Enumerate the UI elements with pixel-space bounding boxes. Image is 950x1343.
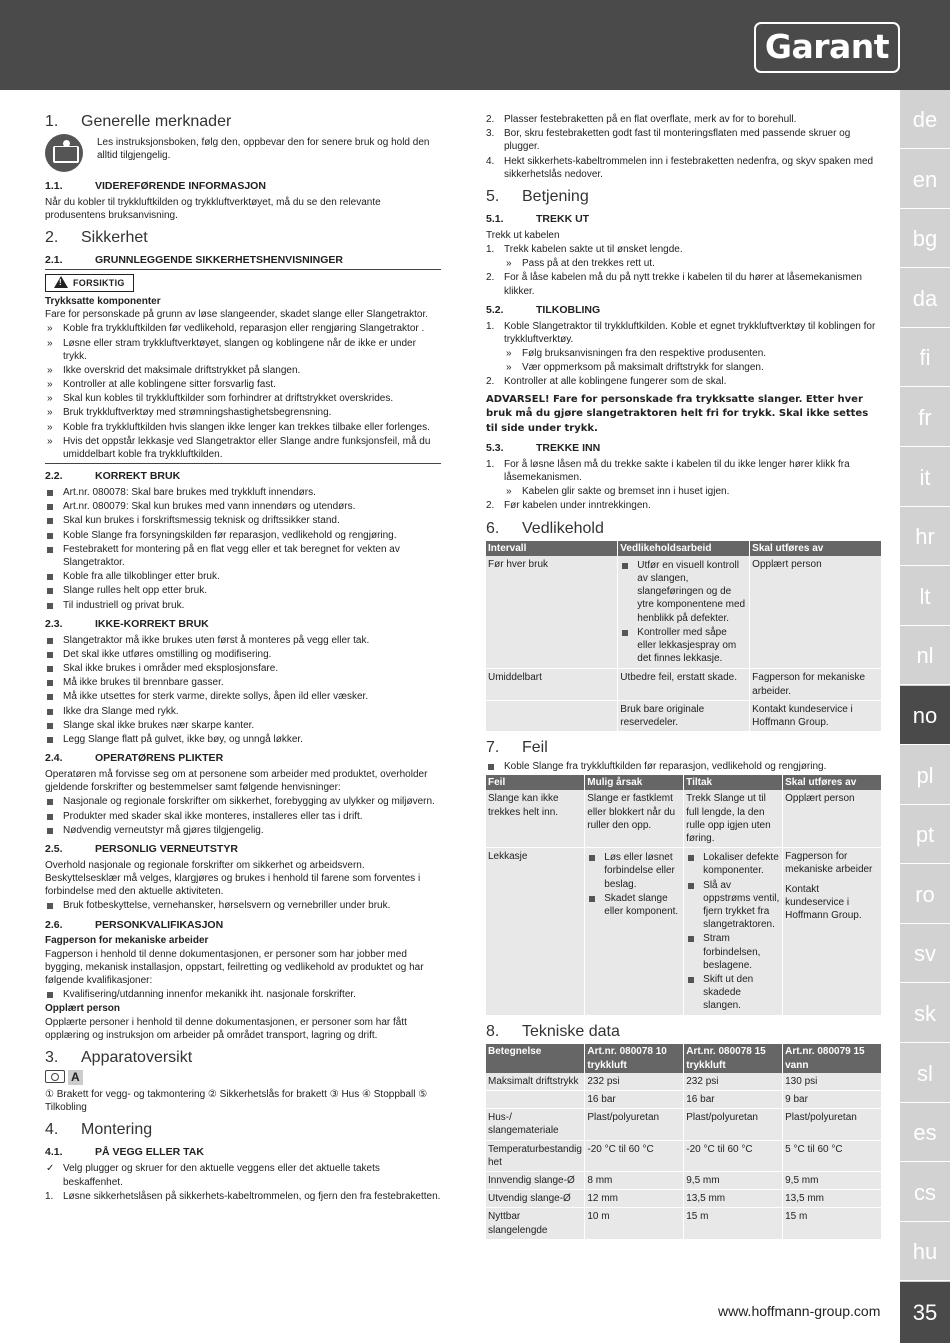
table-row bbox=[486, 1109, 882, 1140]
language-tab-pt[interactable]: pt bbox=[900, 805, 950, 864]
section-5-2-heading: 5.2. TILKOBLING bbox=[486, 303, 601, 316]
list-item: Kontroller med såpe eller lekkasjespray om det finnes lekkasje. bbox=[620, 626, 747, 666]
table-cell: 130 psi bbox=[783, 1073, 882, 1091]
table-cell: Opplært person bbox=[783, 790, 882, 847]
section-8-heading: 8. Tekniske data bbox=[486, 1023, 620, 1041]
warning-triangle-icon bbox=[54, 276, 68, 288]
table-header-row bbox=[486, 775, 882, 790]
language-sidebar bbox=[900, 90, 950, 1343]
sub-item: » Følg bruksanvisningen fra den respektive produsenten. bbox=[504, 347, 882, 360]
section-4-heading: 4. Montering bbox=[45, 1121, 153, 1139]
list-item: Skadet slange eller komponent. bbox=[587, 892, 681, 918]
table-cell: Før hver bruk bbox=[486, 556, 618, 669]
table-cell: Slange er fastklemt eller blokkert når du ruller den opp. bbox=[585, 790, 684, 847]
table-header: Skal utføres av bbox=[750, 541, 882, 556]
maintenance-table bbox=[486, 541, 882, 732]
language-tab-pl[interactable]: pl bbox=[900, 746, 950, 805]
table-row bbox=[486, 556, 882, 669]
list-item: Må ikke utsettes for sterk varme, direkte sollys, åpen ild eller væsker. bbox=[45, 690, 441, 703]
table-cell bbox=[585, 848, 684, 1016]
table-cell: Temperaturbestandighet bbox=[486, 1140, 585, 1171]
section-6-heading: 6. Vedlikehold bbox=[486, 519, 604, 537]
table-cell: 16 bar bbox=[684, 1091, 783, 1109]
section-2-4-text: Operatøren må forvisse seg om at personene som arbeider med produktet, overholder gjeldende forskrifter og bestemmelser samt følgende henvisninger: bbox=[45, 768, 428, 794]
table-cell: -20 °C til 60 °C bbox=[585, 1140, 684, 1171]
correct-use-list bbox=[45, 486, 441, 612]
caution-label: !FORSIKTIG bbox=[45, 274, 134, 292]
language-tab-it[interactable]: it bbox=[900, 448, 950, 507]
section-2-4-heading: 2.4. OPERATØRENS PLIKTER bbox=[45, 752, 224, 765]
list-item: » Skal kun kobles til trykkluftkilder som forhindrer at driftstrykket overskrides. bbox=[45, 392, 441, 405]
table-cell: Plast/polyuretan bbox=[783, 1109, 882, 1140]
list-item: Skal kun brukes i forskriftsmessig teknisk og driftssikker stand. bbox=[45, 514, 441, 527]
list-item: » Koble fra trykkluftkilden før vedlikehold, reparasjon eller rengjøring Slangetraktor . bbox=[45, 322, 441, 335]
step-item: 1. For å løsne låsen må du trekke sakte i kabelen til du ikke lenger hører klikk fra låsemekanismen. » Kabelen glir sakte og bremset inn i huset igjen. bbox=[486, 458, 882, 499]
list-item: » Kontroller at alle koblingene sitter forsvarlig fast. bbox=[45, 378, 441, 391]
table-header: Intervall bbox=[486, 541, 618, 556]
table-cell bbox=[486, 1091, 585, 1109]
table-cell: 8 mm bbox=[585, 1171, 684, 1189]
step-item: 1. Trekk kabelen sakte ut til ønsket lengde. » Pass på at den trekkes rett ut. bbox=[486, 243, 882, 270]
table-cell: Utbedre feil, erstatt skade. bbox=[618, 669, 750, 700]
table-cell: 9 bar bbox=[783, 1091, 882, 1109]
language-tab-sk[interactable]: sk bbox=[900, 984, 950, 1043]
language-tab-cs[interactable]: cs bbox=[900, 1163, 950, 1222]
cell-text: Kontakt kundeservice i Hoffmann Group. bbox=[785, 883, 862, 921]
table-header: Vedlikeholdsarbeid bbox=[618, 541, 750, 556]
fault-table bbox=[486, 775, 882, 1016]
caution-text: Fare for personskade på grunn av løse slangeender, skadet slange eller Slangetraktor. bbox=[45, 309, 429, 321]
step-item: 3. Bor, skru festebraketten godt fast til monteringsflaten med passende skruer og plugger. bbox=[486, 128, 851, 153]
read-manual-icon bbox=[45, 134, 83, 172]
garant-logo: Garant bbox=[754, 22, 900, 73]
table-cell bbox=[783, 848, 882, 1016]
section-2-5-heading: 2.5. PERSONLIG VERNEUTSTYR bbox=[45, 842, 238, 855]
table-row bbox=[486, 790, 882, 847]
table-row bbox=[486, 1140, 882, 1171]
incorrect-use-list bbox=[45, 634, 441, 747]
technical-data-table bbox=[486, 1044, 882, 1239]
table-header: Betegnelse bbox=[486, 1044, 585, 1072]
table-cell bbox=[486, 700, 618, 731]
table-cell: Slange kan ikke trekkes helt inn. bbox=[486, 790, 585, 847]
table-cell: Fagperson for mekaniske arbeider. bbox=[750, 669, 882, 700]
table-cell: Opplært person bbox=[750, 556, 882, 669]
list-item: Koble Slange fra trykkluftkilden før reparasjon, vedlikehold og rengjøring. bbox=[486, 760, 882, 773]
language-tab-ro[interactable]: ro bbox=[900, 865, 950, 924]
list-item: Nasjonale og regionale forskrifter om sikkerhet, forebygging av ulykker og miljøvern. bbox=[45, 795, 441, 808]
list-item: Slangetraktor må ikke brukes uten først å monteres på vegg eller tak. bbox=[45, 634, 441, 647]
list-item: Det skal ikke utføres omstilling og modifisering. bbox=[45, 648, 441, 661]
table-cell: Utvendig slange-Ø bbox=[486, 1190, 585, 1208]
section-2-heading: 2. Sikkerhet bbox=[45, 229, 148, 247]
prerequisite-list bbox=[45, 1162, 441, 1188]
table-cell: Umiddelbart bbox=[486, 669, 618, 700]
table-header-row bbox=[486, 1044, 882, 1072]
pull-out-steps bbox=[486, 243, 882, 298]
language-tab-lt[interactable]: lt bbox=[900, 567, 950, 626]
step-item: 1. Koble Slangetraktor til trykkluftkilden. Koble et egnet trykkluftverktøy til koblingen for trykkluftverktøy. » Følg bruksanvisningen fra den respektive produsenten. » Vær oppmerksom på maksimalt driftstrykk for slangen. bbox=[486, 320, 882, 375]
step-item: 2. Før kabelen under inntrekkingen. bbox=[486, 500, 651, 512]
step-item: 2. For å låse kabelen må du på nytt trekke i kabelen til du hører at låsemekanismen klikker. bbox=[486, 272, 862, 297]
table-header: Skal utføres av bbox=[783, 775, 882, 790]
right-column bbox=[486, 112, 882, 1240]
table-header: Feil bbox=[486, 775, 585, 790]
table-row bbox=[486, 848, 882, 1016]
table-row bbox=[486, 1073, 882, 1091]
list-item: Slange skal ikke brukes nær skarpe kanter. bbox=[45, 719, 441, 732]
section-2-6-heading: 2.6. PERSONKVALIFIKASJON bbox=[45, 918, 224, 931]
page-number: 35 bbox=[900, 1282, 950, 1343]
qualification-text-2: Opplærte personer i henhold til denne dokumentasjonen, er personer som har fått opplæring og instruksjon om arbeider på området transport, lagring og drift. bbox=[45, 1016, 407, 1041]
table-cell: 232 psi bbox=[585, 1073, 684, 1091]
section-1-1-text: Når du kobler til trykkluftkilden og trykkluftverktøyet, må du se den relevante produsentens bruksanvisning. bbox=[45, 196, 381, 222]
section-3-heading: 3. Apparatoversikt bbox=[45, 1048, 193, 1066]
list-item: » Løsne eller stram trykkluftverktøyet, slangen og koblingene når de ikke er under trykk. bbox=[45, 337, 441, 363]
sub-item: » Vær oppmerksom på maksimalt driftstrykk for slangen. bbox=[504, 361, 882, 374]
table-cell: Lekkasje bbox=[486, 848, 585, 1016]
list-item: Art.nr. 080078: Skal bare brukes med trykkluft innendørs. bbox=[45, 486, 441, 499]
section-1-1-heading: 1.1. VIDEREFØRENDE INFORMASJON bbox=[45, 180, 266, 192]
language-tab-de[interactable]: de bbox=[900, 90, 950, 149]
retract-steps bbox=[486, 458, 882, 513]
table-header: Art.nr. 080079 15 vann bbox=[783, 1044, 882, 1072]
section-2-1-heading: 2.1. GRUNNLEGGENDE SIKKERHETSHENVISNINGER bbox=[45, 254, 441, 270]
table-cell: Nyttbar slangelengde bbox=[486, 1208, 585, 1239]
list-item: Ikke dra Slange med rykk. bbox=[45, 705, 441, 718]
table-header: Tiltak bbox=[684, 775, 783, 790]
table-cell: 15 m bbox=[684, 1208, 783, 1239]
pressure-warning: ADVARSEL! Fare for personskade fra trykksatte slanger. Etter hver bruk må du gjøre slangetraktoren helt fri for trykk. Skal ikke settes til side under trykk. bbox=[486, 393, 869, 434]
footer-url[interactable]: www.hoffmann-group.com bbox=[718, 1303, 881, 1319]
caution-list bbox=[45, 322, 441, 461]
list-item: » Ikke overskrid det maksimale driftstrykket på slangen. bbox=[45, 364, 441, 377]
table-header-row bbox=[486, 541, 882, 556]
table-row bbox=[486, 1171, 882, 1189]
page-header bbox=[0, 0, 950, 90]
fault-intro-list bbox=[486, 760, 882, 773]
table-cell bbox=[618, 556, 750, 669]
step-item: 4. Hekt sikkerhets-kabeltrommelen inn i festebraketten nedenfra, og skyv spaken med sikkerhetslås nedover. bbox=[486, 155, 874, 180]
list-item: » Koble fra trykkluftkilden hvis slangen ikke lenger kan trekkes tilbake eller forlenges. bbox=[45, 421, 441, 434]
sub-item: » Kabelen glir sakte og bremset inn i huset igjen. bbox=[504, 485, 882, 498]
table-cell: 12 mm bbox=[585, 1190, 684, 1208]
language-tab-bg[interactable]: bg bbox=[900, 209, 950, 268]
qualification-list bbox=[45, 988, 441, 1001]
language-tab-no[interactable]: no bbox=[900, 686, 950, 745]
table-cell: 9,5 mm bbox=[684, 1171, 783, 1189]
qualification-subtitle-2: Opplært person bbox=[45, 1003, 121, 1015]
language-tab-sl[interactable]: sl bbox=[900, 1044, 950, 1103]
section-5-3-heading: 5.3. TREKKE INN bbox=[486, 442, 601, 455]
table-cell: 5 °C til 60 °C bbox=[783, 1140, 882, 1171]
sub-list bbox=[504, 485, 882, 498]
pull-out-intro: Trekk ut kabelen bbox=[486, 229, 560, 241]
table-cell: Innvendig slange-Ø bbox=[486, 1171, 585, 1189]
intro-block bbox=[45, 134, 441, 172]
list-item: Produkter med skader skal ikke monteres, installeres eller tas i drift. bbox=[45, 810, 441, 823]
table-cell: 232 psi bbox=[684, 1073, 783, 1091]
table-row bbox=[486, 1208, 882, 1239]
intro-text: Les instruksjonsboken, følg den, oppbevar den for senere bruk og hold den alltid tilgjengelig. bbox=[97, 137, 430, 162]
list-item: Kvalifisering/utdanning innenfor mekanikk iht. nasjonale forskrifter. bbox=[45, 988, 441, 1001]
list-item: Koble fra alle tilkoblinger etter bruk. bbox=[45, 570, 441, 583]
check-item: ✓ Velg plugger og skruer for den aktuelle veggens eller det aktuelle takets beskaffenhet. bbox=[45, 1162, 441, 1188]
sub-list bbox=[504, 347, 882, 374]
section-5-heading: 5. Betjening bbox=[486, 187, 589, 205]
section-5-1-heading: 5.1. TREKK UT bbox=[486, 212, 590, 225]
section-4-1-heading: 4.1. PÅ VEGG ELLER TAK bbox=[45, 1146, 204, 1159]
section-7-heading: 7. Feil bbox=[486, 739, 548, 757]
list-item: Koble Slange fra forsyningskilden før reparasjon, vedlikehold og rengjøring. bbox=[45, 529, 441, 542]
language-tab-es[interactable]: es bbox=[900, 1103, 950, 1162]
table-cell: 10 m bbox=[585, 1208, 684, 1239]
figure-label: A bbox=[68, 1070, 83, 1085]
table-cell: 16 bar bbox=[585, 1091, 684, 1109]
language-tab-nl[interactable]: nl bbox=[900, 626, 950, 685]
table-row bbox=[486, 669, 882, 700]
table-cell: 13,5 mm bbox=[684, 1190, 783, 1208]
language-tab-en[interactable]: en bbox=[900, 150, 950, 209]
caution-block bbox=[45, 295, 441, 464]
list-item: Skal ikke brukes i områder med eksplosjonsfare. bbox=[45, 662, 441, 675]
list-item: » Hvis det oppstår lekkasje ved Slangetraktor eller Slange andre funksjonsfeil, må du umiddelbart koble fra trykkluftkilden. bbox=[45, 435, 441, 461]
language-tab-fi[interactable]: fi bbox=[900, 328, 950, 387]
list-item: Legg Slange flatt på gulvet, ikke bøy, og unngå løkker. bbox=[45, 733, 441, 746]
connection-steps bbox=[486, 320, 882, 389]
table-header: Mulig årsak bbox=[585, 775, 684, 790]
section-2-2-heading: 2.2. KORREKT BRUK bbox=[45, 470, 181, 483]
figure-reference bbox=[45, 1070, 441, 1085]
language-tab-hu[interactable]: hu bbox=[900, 1222, 950, 1281]
table-header: Art.nr. 080078 15 trykkluft bbox=[684, 1044, 783, 1072]
list-item: » Bruk trykkluftverktøy med strømningshastighetsbegrensning. bbox=[45, 406, 441, 419]
left-column bbox=[45, 112, 441, 1204]
table-cell: Kontakt kundeservice i Hoffmann Group. bbox=[750, 700, 882, 731]
operator-duties-list bbox=[45, 795, 441, 837]
table-header: Art.nr. 080078 10 trykkluft bbox=[585, 1044, 684, 1072]
table-cell: 15 m bbox=[783, 1208, 882, 1239]
table-cell: Bruk bare originale reservedeler. bbox=[618, 700, 750, 731]
step-item: 2. Plasser festebraketten på en flat overflate, merk av for to borehull. bbox=[486, 114, 797, 125]
camera-icon bbox=[45, 1070, 65, 1083]
sub-list bbox=[504, 257, 882, 270]
list-item: Nødvendig verneutstyr må gjøres tilgjengelig. bbox=[45, 824, 441, 837]
list-item: Festebrakett for montering på en flat vegg eller et tak beregnet for vekten av Slangetraktor. bbox=[45, 543, 441, 569]
cell-text: Fagperson for mekaniske arbeider bbox=[785, 851, 873, 876]
language-tab-hr[interactable]: hr bbox=[900, 507, 950, 566]
list-item: Lokaliser defekte komponenter. bbox=[686, 851, 780, 877]
table-row bbox=[486, 700, 882, 731]
qualification-text-1: Fagperson i henhold til denne dokumentasjonen, er personer som har jobber med bygging, mekanisk installasjon, oppstart, feilretting og vedlikehold av produktet og har følgende kvalifikasjoner: bbox=[45, 948, 424, 986]
list-item: Utfør en visuell kontroll av slangen, slangeføringen og de ytre komponentene med henblikk på defekter. bbox=[620, 559, 747, 625]
step-item: 1. Løsne sikkerhetslåsen på sikkerhets-kabeltrommelen, og fjern den fra festebraketten. bbox=[45, 1190, 441, 1202]
list-item: Skift ut den skadede slangen. bbox=[686, 973, 780, 1013]
list-item: Slange rulles helt opp etter bruk. bbox=[45, 584, 441, 597]
section-1-heading: 1. Generelle merknader bbox=[45, 113, 232, 130]
language-tab-da[interactable]: da bbox=[900, 269, 950, 328]
caution-subtitle: Trykksatte komponenter bbox=[45, 295, 161, 307]
list-item: Slå av oppstrøms ventil, fjern trykket fra slangetraktoren. bbox=[686, 879, 780, 932]
sub-item: » Pass på at den trekkes rett ut. bbox=[504, 257, 882, 270]
section-2-3-heading: 2.3. IKKE-KORREKT BRUK bbox=[45, 617, 209, 630]
table-cell: 9,5 mm bbox=[783, 1171, 882, 1189]
list-item: Til industriell og privat bruk. bbox=[45, 599, 441, 612]
list-item: Stram forbindelsen, beslagene. bbox=[686, 932, 780, 972]
table-cell bbox=[684, 848, 783, 1016]
list-item: Løs eller løsnet forbindelse eller beslag. bbox=[587, 851, 681, 891]
table-cell: Trekk Slange ut til full lengde, la den rulle opp igjen uten føring. bbox=[684, 790, 783, 847]
list-item: Bruk fotbeskyttelse, vernehansker, hørselsvern og vernebriller under bruk. bbox=[45, 899, 441, 912]
table-row bbox=[486, 1190, 882, 1208]
device-legend: ① Brakett for vegg- og takmontering ② Sikkerhetslås for brakett ③ Hus ④ Stoppball ⑤ Tilkobling bbox=[45, 1089, 428, 1114]
table-cell: Hus-/ slangemateriale bbox=[486, 1109, 585, 1140]
mount-steps-right bbox=[486, 113, 882, 181]
list-item: Art.nr. 080079: Skal kun brukes med vann innendørs og utendørs. bbox=[45, 500, 441, 513]
step-item: 2. Kontroller at alle koblingene fungerer som de skal. bbox=[486, 376, 727, 388]
table-cell: 13,5 mm bbox=[783, 1190, 882, 1208]
mount-steps-left bbox=[45, 1190, 441, 1203]
list-item: Må ikke brukes til brennbare gasser. bbox=[45, 676, 441, 689]
table-cell: -20 °C til 60 °C bbox=[684, 1140, 783, 1171]
ppe-list bbox=[45, 899, 441, 912]
qualification-subtitle-1: Fagperson for mekaniske arbeider bbox=[45, 935, 209, 947]
language-tab-sv[interactable]: sv bbox=[900, 924, 950, 983]
table-row bbox=[486, 1091, 882, 1109]
table-cell: Plast/polyuretan bbox=[684, 1109, 783, 1140]
language-tab-fr[interactable]: fr bbox=[900, 388, 950, 447]
table-cell: Plast/polyuretan bbox=[585, 1109, 684, 1140]
section-2-5-text: Overhold nasjonale og regionale forskrifter om sikkerhet og arbeidsvern. Beskyttelsesklær må velges, klargjøres og brukes i henhold til farene som forventes i forbindelse med den aktuelle aktiviteten. bbox=[45, 859, 421, 898]
table-cell: Maksimalt driftstrykk bbox=[486, 1073, 585, 1091]
